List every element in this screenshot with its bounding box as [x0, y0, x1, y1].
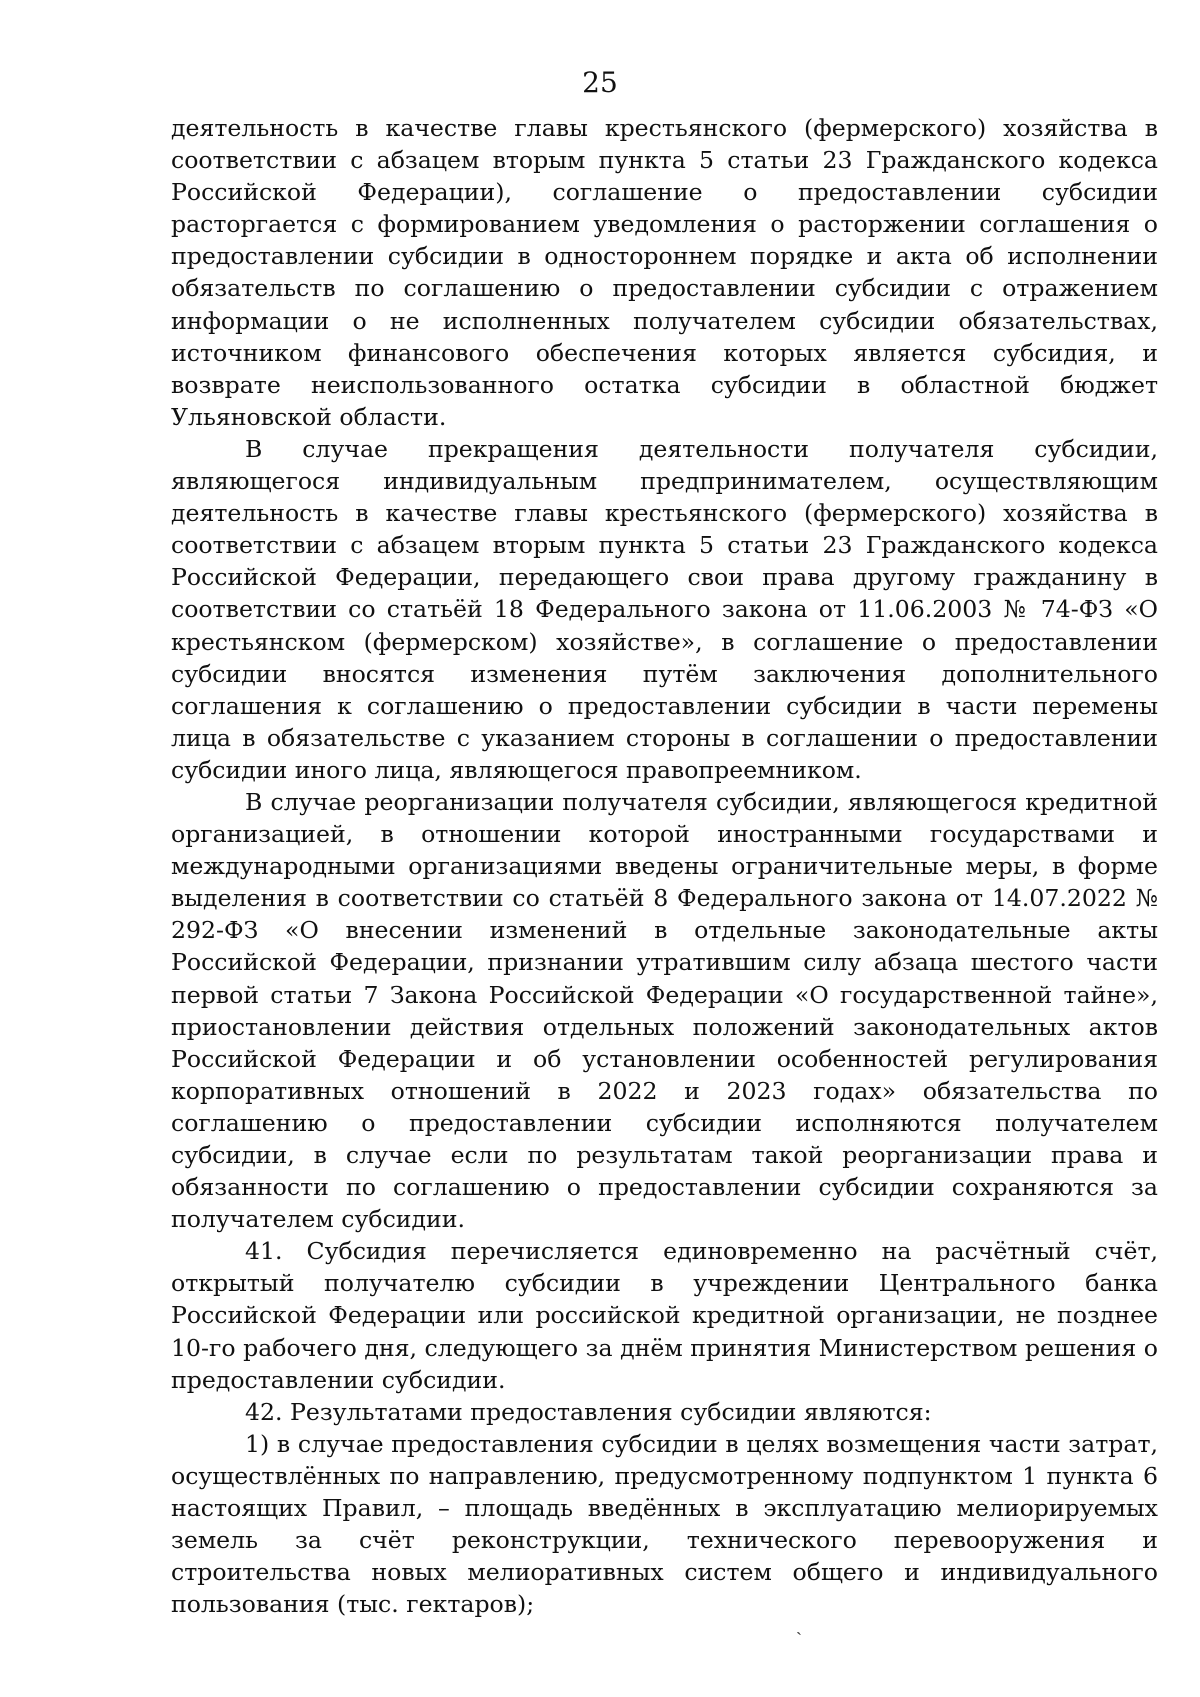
paragraph-clause-42: 42. Результатами предоставления субсидии являются:	[245, 1397, 932, 1426]
scan-speck: ˎ	[796, 1615, 802, 1636]
page-number: 25	[582, 66, 618, 99]
paragraph-clause-42-item-1: 1) в случае предоставления субсидии в целях возмещения части затрат, осуществлённых по направлению, предусмотренному подпунктом 1 пункта 6 настоящих Правил, – площадь введённых в эксплуатацию мелиорируемых земель за счёт реконструкции, технического перевооружения и строительства новых мелиоративных систем общего и индивидуального пользования (тыс. гектаров);	[171, 1429, 1158, 1619]
document-body	[171, 112, 1158, 1620]
paragraph-continuation: деятельность в качестве главы крестьянского (фермерского) хозяйства в соответствии с абзацем вторым пункта 5 статьи 23 Гражданского кодекса Российской Федерации), соглашение о предоставлении субсидии расторгается с формированием уведомления о расторжении соглашения о предоставлении субсидии в одностороннем порядке и акта об исполнении обязательств по соглашению о предоставлении субсидии с отражением информации о не исполненных получателем субсидии обязательствах, источником финансового обеспечения которых является субсидия, и возврате неиспользованного остатка субсидии в областной бюджет Ульяновской области.	[171, 114, 1158, 431]
paragraph-reorganization: В случае реорганизации получателя субсидии, являющегося кредитной организацией, в отношении которой иностранными государствами и международными организациями введены ограничительные меры, в форме выделения в соответствии со статьёй 8 Федерального закона от 14.07.2022 № 292-ФЗ «О внесении изменений в отдельные законодательные акты Российской Федерации, признании утратившим силу абзаца шестого части первой статьи 7 Закона Российской Федерации «О государственной тайне», приостановлении действия отдельных положений законодательных актов Российской Федерации и об установлении особенностей регулирования корпоративных отношений в 2022 и 2023 годах» обязательства по соглашению о предоставлении субсидии исполняются получателем субсидии, в случае если по результатам такой реорганизации права и обязанности по соглашению о предоставлении субсидии сохраняются за получателем субсидии.	[171, 787, 1158, 1234]
paragraph-farm-termination: В случае прекращения деятельности получателя субсидии, являющегося индивидуальным предпринимателем, осуществляющим деятельность в качестве главы крестьянского (фермерского) хозяйства в соответствии с абзацем вторым пункта 5 статьи 23 Гражданского кодекса Российской Федерации, передающего свои права другому гражданину в соответствии со статьёй 18 Федерального закона от 11.06.2003 № 74-ФЗ «О крестьянском (фермерском) хозяйстве», в соглашение о предоставлении субсидии вносятся изменения путём заключения дополнительного соглашения к соглашению о предоставлении субсидии в части перемены лица в обязательстве с указанием стороны в соглашении о предоставлении субсидии иного лица, являющегося правопреемником.	[171, 434, 1158, 784]
paragraph-clause-41: 41. Субсидия перечисляется единовременно на расчётный счёт, открытый получателю субсидии в учреждении Центрального банка Российской Федерации или российской кредитной организации, не позднее 10-го рабочего дня, следующего за днём принятия Министерством решения о предоставлении субсидии.	[171, 1237, 1158, 1394]
